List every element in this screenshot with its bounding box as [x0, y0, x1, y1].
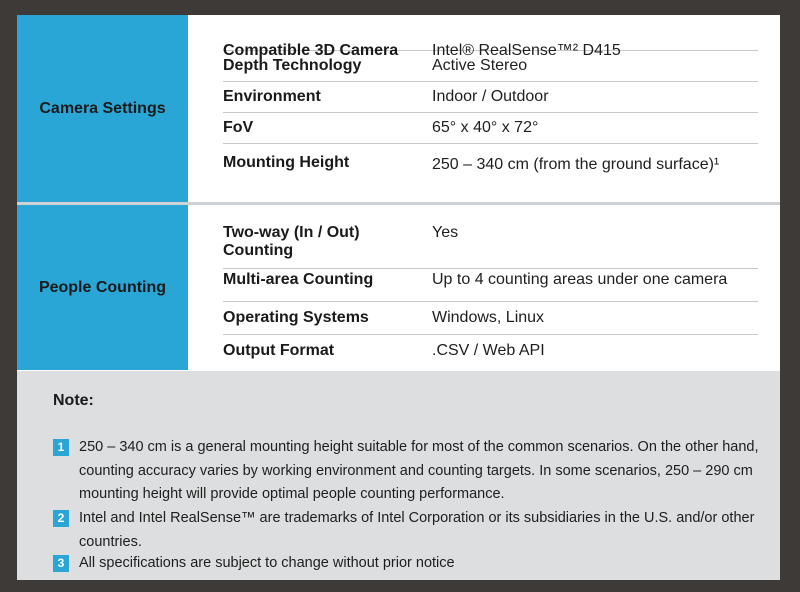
- spec-value: Active Stereo: [432, 57, 528, 74]
- spec-value: .CSV / Web API: [432, 342, 545, 359]
- spec-row: [223, 205, 758, 269]
- spec-row: [223, 302, 758, 335]
- camera-settings-label: Camera Settings: [17, 15, 188, 202]
- note-text: Intel and Intel RealSense™ are trademarks of Intel Corporation or its subsidiaries in the U.S. and/or other countries.: [79, 510, 755, 550]
- note-number-badge: 2: [53, 510, 69, 527]
- spec-value: Up to 4 counting areas under one camera: [432, 271, 728, 288]
- spec-value: Windows, Linux: [432, 309, 545, 326]
- spec-value: Yes: [432, 224, 459, 241]
- note-text: All specifications are subject to change without prior notice: [79, 555, 455, 571]
- camera-settings-section: [17, 15, 780, 202]
- spec-key: Depth Technology: [223, 57, 362, 74]
- people-counting-label: People Counting: [17, 205, 188, 370]
- spec-value: Intel® RealSense™² D415: [432, 42, 621, 59]
- spec-key: FoV: [223, 119, 254, 136]
- spec-key: Output Format: [223, 342, 335, 359]
- spec-row: [223, 335, 758, 371]
- spec-row: [223, 51, 758, 82]
- note-number-badge: 1: [53, 439, 69, 456]
- spec-key: Compatible 3D Camera: [223, 42, 399, 59]
- people-counting-rows: [223, 205, 758, 371]
- spec-card: [17, 15, 780, 580]
- spec-row: [223, 144, 758, 179]
- note-item: [53, 507, 753, 554]
- camera-settings-rows: [223, 15, 758, 179]
- spec-key: Mounting Height: [223, 154, 350, 171]
- note-item: [53, 552, 753, 576]
- notes-panel: [17, 371, 780, 580]
- spec-value: 250 – 340 cm (from the ground surface)¹: [432, 156, 720, 173]
- spec-value: 65° x 40° x 72°: [432, 119, 539, 136]
- spec-row: [223, 113, 758, 144]
- spec-row: [223, 82, 758, 113]
- spec-key: Multi-area Counting: [223, 271, 374, 288]
- spec-key: Environment: [223, 88, 321, 105]
- spec-value: Indoor / Outdoor: [432, 88, 549, 105]
- spec-key: Two-way (In / Out) Counting: [223, 224, 360, 259]
- note-item: [53, 436, 759, 508]
- note-text: 250 – 340 cm is a general mounting height suitable for most of the common scenarios. On the other hand, counting accuracy varies by working environment and counting targets. In some scenarios, 250 – 290 cm mounting height will provide optimal people counting performance.: [79, 439, 759, 502]
- spec-row: [223, 269, 758, 302]
- note-number-badge: 3: [53, 555, 69, 572]
- spec-row: [223, 15, 758, 59]
- spec-key: Operating Systems: [223, 309, 369, 326]
- people-counting-section: [17, 205, 780, 370]
- notes-title: Note:: [53, 392, 94, 409]
